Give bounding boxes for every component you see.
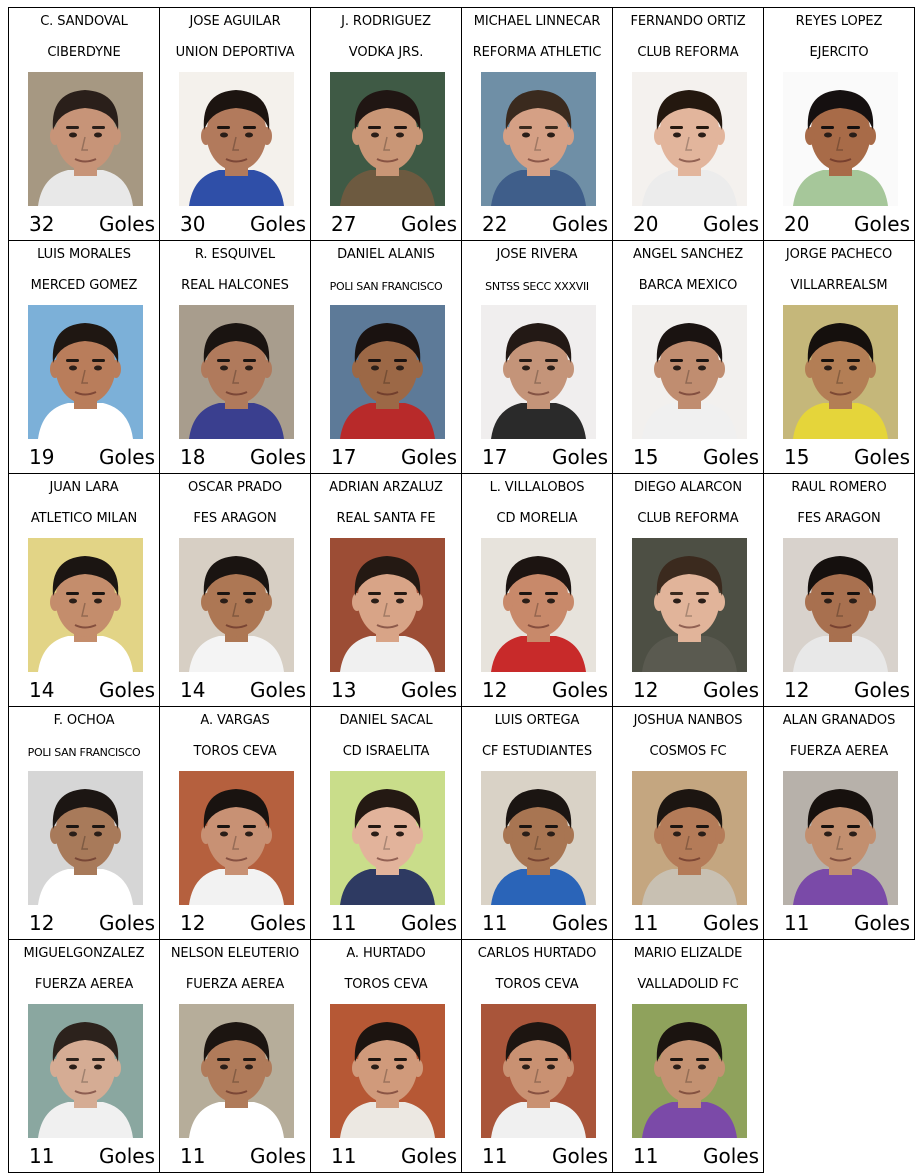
player-name: MIGUELGONZALEZ bbox=[23, 946, 145, 961]
player-team: COSMOS FC bbox=[649, 744, 727, 759]
player-team: CLUB REFORMA bbox=[637, 45, 739, 60]
player-card bbox=[612, 473, 763, 707]
player-card bbox=[310, 706, 461, 940]
player-photo bbox=[330, 305, 445, 439]
player-name: LUIS ORTEGA bbox=[494, 713, 580, 728]
player-card bbox=[159, 706, 310, 940]
goals-label: Goles bbox=[249, 1144, 306, 1168]
player-name: JORGE PACHECO bbox=[785, 247, 893, 262]
player-photo bbox=[28, 771, 143, 905]
player-card bbox=[461, 7, 612, 241]
player-photo bbox=[783, 538, 898, 672]
player-name: F. OCHOA bbox=[53, 713, 115, 728]
player-name: MICHAEL LINNECAR bbox=[473, 14, 601, 29]
player-photo bbox=[179, 771, 294, 905]
goals-label: Goles bbox=[702, 1144, 759, 1168]
player-name: ADRIAN ARZALUZ bbox=[329, 480, 443, 495]
goals-label: Goles bbox=[98, 911, 155, 935]
player-card bbox=[159, 939, 310, 1173]
player-team: TOROS CEVA bbox=[193, 744, 277, 759]
player-photo bbox=[632, 538, 747, 672]
goals-label: Goles bbox=[249, 911, 306, 935]
player-name: JOSE AGUILAR bbox=[189, 14, 281, 29]
goals-label: Goles bbox=[98, 1144, 155, 1168]
goal-count: 15 bbox=[633, 445, 659, 469]
goals-label: Goles bbox=[853, 911, 910, 935]
goal-count: 15 bbox=[784, 445, 810, 469]
goals-label: Goles bbox=[702, 212, 759, 236]
player-card bbox=[8, 939, 159, 1173]
player-card bbox=[8, 706, 159, 940]
player-name: JOSHUA NANBOS bbox=[633, 713, 743, 728]
goals-label: Goles bbox=[853, 445, 910, 469]
player-card bbox=[763, 473, 915, 707]
player-team: VILLARREALSM bbox=[790, 278, 888, 293]
player-name: JUAN LARA bbox=[49, 480, 119, 495]
goals-label: Goles bbox=[551, 678, 608, 702]
player-card bbox=[612, 706, 763, 940]
player-card bbox=[763, 706, 915, 940]
goal-count: 14 bbox=[180, 678, 206, 702]
player-card bbox=[310, 240, 461, 474]
goals-label: Goles bbox=[400, 911, 457, 935]
player-card bbox=[159, 7, 310, 241]
player-name: C. SANDOVAL bbox=[40, 14, 128, 29]
player-name: ANGEL SANCHEZ bbox=[632, 247, 744, 262]
goals-label: Goles bbox=[853, 212, 910, 236]
goals-label: Goles bbox=[702, 445, 759, 469]
player-name: ALAN GRANADOS bbox=[782, 713, 896, 728]
player-team: CD MORELIA bbox=[496, 511, 578, 526]
goal-count: 12 bbox=[29, 911, 55, 935]
player-photo bbox=[783, 305, 898, 439]
goal-count: 17 bbox=[331, 445, 357, 469]
goal-count: 14 bbox=[29, 678, 55, 702]
player-team: ATLETICO MILAN bbox=[30, 511, 138, 526]
player-photo bbox=[28, 305, 143, 439]
goal-count: 13 bbox=[331, 678, 357, 702]
player-photo bbox=[481, 771, 596, 905]
player-card bbox=[8, 240, 159, 474]
player-card bbox=[763, 240, 915, 474]
goals-label: Goles bbox=[98, 445, 155, 469]
player-team: VODKA JRS. bbox=[348, 45, 424, 60]
player-name: MARIO ELIZALDE bbox=[633, 946, 743, 961]
player-team: BARCA MEXICO bbox=[638, 278, 738, 293]
goal-count: 12 bbox=[784, 678, 810, 702]
player-photo bbox=[632, 72, 747, 206]
player-team: CD ISRAELITA bbox=[342, 744, 430, 759]
goal-count: 27 bbox=[331, 212, 357, 236]
player-team: FES ARAGON bbox=[193, 511, 277, 526]
player-team: SNTSS SECC XXXVII bbox=[485, 280, 589, 293]
player-card bbox=[159, 473, 310, 707]
player-team: CF ESTUDIANTES bbox=[481, 744, 593, 759]
goal-count: 12 bbox=[482, 678, 508, 702]
goals-label: Goles bbox=[551, 911, 608, 935]
goals-label: Goles bbox=[702, 678, 759, 702]
goal-count: 11 bbox=[331, 1144, 357, 1168]
player-photo bbox=[481, 1004, 596, 1138]
player-card bbox=[461, 939, 612, 1173]
goals-label: Goles bbox=[98, 212, 155, 236]
player-photo bbox=[28, 1004, 143, 1138]
player-team: FUERZA AEREA bbox=[185, 977, 285, 992]
goal-count: 11 bbox=[482, 911, 508, 935]
goal-count: 18 bbox=[180, 445, 206, 469]
player-photo bbox=[330, 771, 445, 905]
player-name: DANIEL SACAL bbox=[339, 713, 433, 728]
goal-count: 12 bbox=[633, 678, 659, 702]
player-team: FES ARAGON bbox=[797, 511, 881, 526]
goals-label: Goles bbox=[400, 1144, 457, 1168]
goal-count: 11 bbox=[633, 1144, 659, 1168]
player-name: FERNANDO ORTIZ bbox=[630, 14, 746, 29]
player-photo bbox=[28, 538, 143, 672]
player-name: DIEGO ALARCON bbox=[634, 480, 742, 495]
goals-label: Goles bbox=[400, 212, 457, 236]
player-team: FUERZA AEREA bbox=[34, 977, 134, 992]
player-photo bbox=[632, 1004, 747, 1138]
player-team: VALLADOLID FC bbox=[637, 977, 739, 992]
goal-count: 20 bbox=[784, 212, 810, 236]
goals-label: Goles bbox=[551, 1144, 608, 1168]
goals-label: Goles bbox=[551, 445, 608, 469]
player-card bbox=[159, 240, 310, 474]
player-photo bbox=[783, 771, 898, 905]
player-photo bbox=[179, 1004, 294, 1138]
player-name: JOSE RIVERA bbox=[496, 247, 578, 262]
goal-count: 11 bbox=[482, 1144, 508, 1168]
player-card bbox=[612, 939, 764, 1173]
player-team: CLUB REFORMA bbox=[637, 511, 739, 526]
player-card bbox=[461, 706, 612, 940]
player-card bbox=[310, 7, 461, 241]
goal-count: 11 bbox=[29, 1144, 55, 1168]
goal-count: 11 bbox=[331, 911, 357, 935]
grid-bottom-border bbox=[763, 939, 915, 940]
player-team: POLI SAN FRANCISCO bbox=[329, 280, 443, 293]
player-card bbox=[310, 939, 461, 1173]
player-photo bbox=[481, 538, 596, 672]
player-name: J. RODRIGUEZ bbox=[341, 14, 431, 29]
goal-count: 30 bbox=[180, 212, 206, 236]
goals-label: Goles bbox=[249, 445, 306, 469]
goals-label: Goles bbox=[249, 212, 306, 236]
player-card bbox=[461, 240, 612, 474]
player-team: MERCED GOMEZ bbox=[30, 278, 138, 293]
goal-count: 11 bbox=[784, 911, 810, 935]
player-team: UNION DEPORTIVA bbox=[175, 45, 295, 60]
player-name: LUIS MORALES bbox=[37, 247, 131, 262]
player-team: TOROS CEVA bbox=[495, 977, 579, 992]
player-photo bbox=[632, 771, 747, 905]
player-name: L. VILLALOBOS bbox=[489, 480, 585, 495]
goal-count: 32 bbox=[29, 212, 55, 236]
player-team: TOROS CEVA bbox=[344, 977, 428, 992]
player-photo bbox=[28, 72, 143, 206]
player-team: REAL SANTA FE bbox=[336, 511, 436, 526]
player-card bbox=[310, 473, 461, 707]
goals-label: Goles bbox=[249, 678, 306, 702]
goal-count: 20 bbox=[633, 212, 659, 236]
player-name: A. HURTADO bbox=[346, 946, 426, 961]
player-team: EJERCITO bbox=[809, 45, 869, 60]
player-team: CIBERDYNE bbox=[47, 45, 121, 60]
player-name: OSCAR PRADO bbox=[187, 480, 282, 495]
player-photo bbox=[179, 305, 294, 439]
player-photo bbox=[179, 538, 294, 672]
player-photo bbox=[481, 305, 596, 439]
player-name: RAUL ROMERO bbox=[791, 480, 887, 495]
player-photo bbox=[632, 305, 747, 439]
player-card bbox=[461, 473, 612, 707]
goal-count: 22 bbox=[482, 212, 508, 236]
goal-scorers-grid bbox=[8, 7, 914, 1171]
goals-label: Goles bbox=[551, 212, 608, 236]
player-photo bbox=[481, 72, 596, 206]
player-photo bbox=[330, 1004, 445, 1138]
player-card bbox=[763, 7, 915, 241]
goal-count: 11 bbox=[180, 1144, 206, 1168]
goals-label: Goles bbox=[400, 678, 457, 702]
player-team: FUERZA AEREA bbox=[789, 744, 889, 759]
player-team: REFORMA ATHLETIC bbox=[472, 45, 602, 60]
player-photo bbox=[783, 72, 898, 206]
player-team: POLI SAN FRANCISCO bbox=[27, 746, 141, 759]
player-name: DANIEL ALANIS bbox=[337, 247, 435, 262]
player-card bbox=[8, 7, 159, 241]
player-name: R. ESQUIVEL bbox=[194, 247, 276, 262]
player-name: A. VARGAS bbox=[200, 713, 270, 728]
player-name: CARLOS HURTADO bbox=[477, 946, 597, 961]
goal-count: 19 bbox=[29, 445, 55, 469]
player-name: NELSON ELEUTERIO bbox=[170, 946, 300, 961]
player-photo bbox=[330, 538, 445, 672]
player-team: REAL HALCONES bbox=[181, 278, 289, 293]
goals-label: Goles bbox=[98, 678, 155, 702]
player-card bbox=[612, 240, 763, 474]
goals-label: Goles bbox=[702, 911, 759, 935]
player-name: REYES LOPEZ bbox=[795, 14, 883, 29]
goal-count: 17 bbox=[482, 445, 508, 469]
player-card bbox=[612, 7, 763, 241]
player-photo bbox=[330, 72, 445, 206]
player-card bbox=[8, 473, 159, 707]
goals-label: Goles bbox=[853, 678, 910, 702]
goal-count: 12 bbox=[180, 911, 206, 935]
player-photo bbox=[179, 72, 294, 206]
goals-label: Goles bbox=[400, 445, 457, 469]
goal-count: 11 bbox=[633, 911, 659, 935]
